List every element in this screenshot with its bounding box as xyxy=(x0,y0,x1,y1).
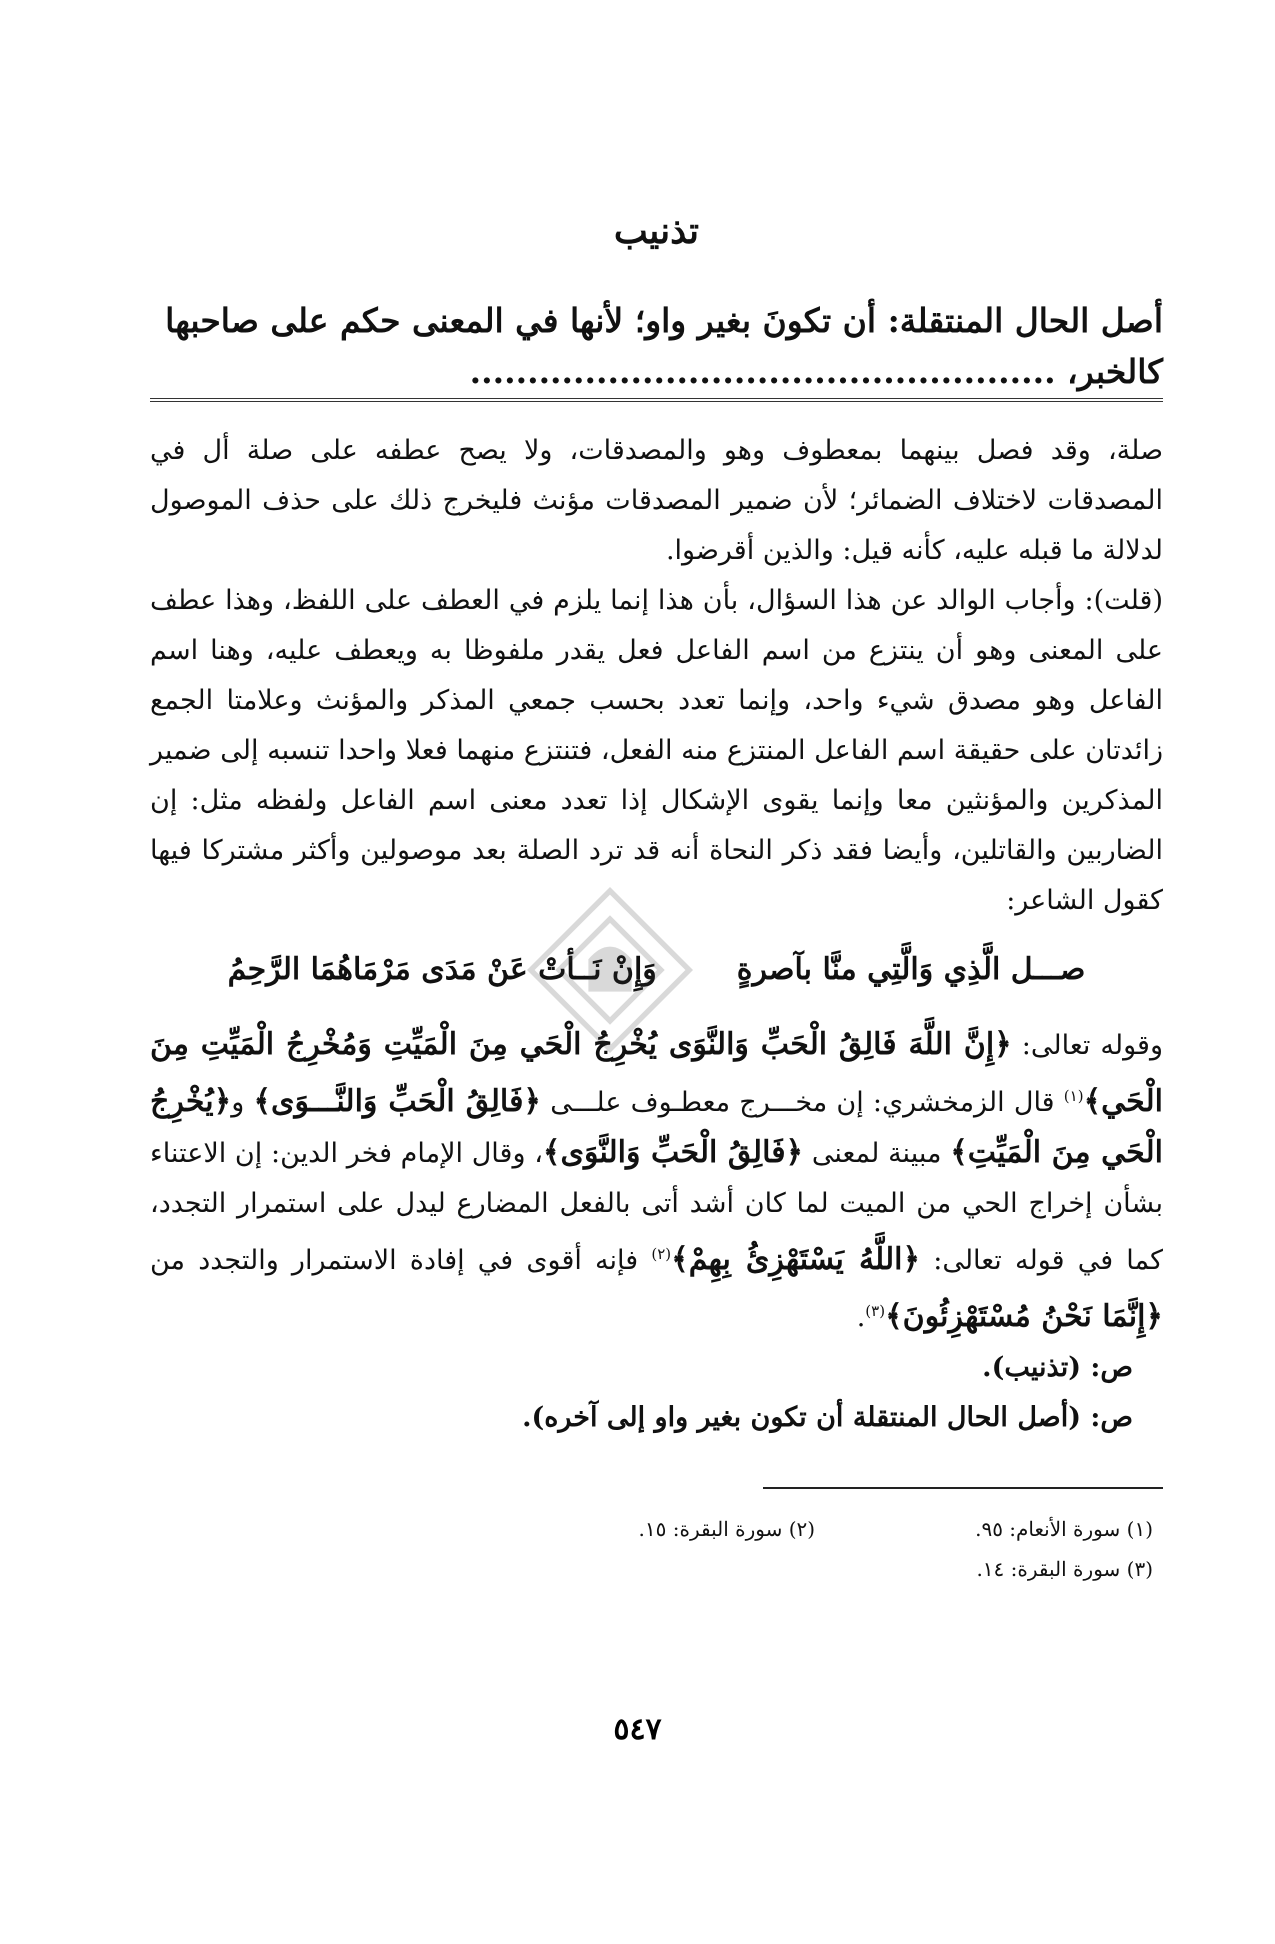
sad-line-1: ص: (تذنيب). xyxy=(982,1352,1133,1383)
quran-quote-6: ﴿إِنَّمَا نَحْنُ مُسْتَهْزِئُونَ﴾ xyxy=(885,1299,1163,1334)
quran-quote-2: ﴿فَالِقُ الْحَبِّ وَالنَّـــوَى﴾ xyxy=(253,1084,541,1119)
commentary-paragraph-3 xyxy=(150,1020,1163,1343)
footnote-row xyxy=(150,1549,1153,1589)
verse-second-hemistich: وَإِنْ نَــأتْ عَنْ مَدَى مَرْمَاهُمَا الرَّحِمُ xyxy=(227,952,657,987)
footnote-ref-2: (٢) xyxy=(651,1245,672,1263)
verse-first-hemistich: صـــل الَّذِي وَالَّتِي منَّا بآصرةٍ xyxy=(736,952,1086,987)
text-segment-2: و xyxy=(231,1087,245,1118)
intro-text: وقوله تعالى: xyxy=(1021,1030,1163,1061)
text-segment-5: فإنه أقوى في إفادة الاستمرار والتجدد من xyxy=(150,1245,639,1276)
footnote-row xyxy=(150,1509,1153,1549)
text-segment-6: . xyxy=(856,1302,866,1333)
quran-quote-1: ﴿إِنَّ اللَّهَ فَالِقُ الْحَبِّ وَالنَّوَى يُخْرِجُ الْحَي مِنَ الْمَيِّتِ وَمُخْرِجُ الْمَيِّتِ مِنَ الْحَي﴾ xyxy=(150,1027,1163,1119)
section-title: تذنيب xyxy=(613,210,700,252)
quran-quote-5: ﴿اللَّهُ يَسْتَهْزِئُ بِهِمْ﴾ xyxy=(671,1242,921,1277)
main-text-line-1: أصل الحال المنتقلة: أن تكونَ بغير واو؛ لأنها في المعنى حكم على صاحبها xyxy=(165,301,1163,340)
footnotes xyxy=(150,1509,1163,1589)
commentary-paragraph-1: صلة، وقد فصل بينهما بمعطوف وهو والمصدقات، ولا يصح عطفه على صلة أل في المصدقات لاختلاف الضمائر؛ لأن ضمير المصدقات مؤنث فليخرج ذلك على حذف الموصول لدلالة ما قبله عليه، كأنه قيل: والذين أقرضوا. xyxy=(150,435,1163,566)
quran-quote-3: ﴿يُخْرِجُ الْحَي مِنَ الْمَيِّتِ﴾ xyxy=(150,1084,1163,1170)
footnote-2: (٢) سورة البقرة: ١٥. xyxy=(638,1517,816,1541)
footnote-3: (٣) سورة البقرة: ١٤. xyxy=(976,1557,1153,1581)
library-seal-watermark xyxy=(520,880,700,1060)
footnote-1: (١) سورة الأنعام: ٩٥. xyxy=(975,1517,1153,1541)
page-number: ٥٤٧ xyxy=(613,1713,662,1746)
footnote-separator xyxy=(763,1487,1163,1489)
commentary-paragraph-2: (قلت): وأجاب الوالد عن هذا السؤال، بأن هذا إنما يلزم في العطف على اللفظ، وهذا عطف على المعنى وهو أن ينتزع من اسم الفاعل فعل يقدر ملفوظا به ويعطف عليه، وهنا اسم الفاعل وهو مصدق شيء واحد، وإنما تعدد بحسب جمعي المذكر والمؤنث وعلامتا الجمع زائدتان على حقيقة اسم الفاعل المنتزع منه الفعل، فتنتزع منهما فعلا واحدا تنسبه إلى ضمير المذكرين والمؤنثين معا وإنما يقوى الإشكال إذا تعدد معنى اسم الفاعل ولفظه مثل: إن الضاربين والقاتلين، وأيضا فقد ذكر النحاة أنه قد ترد الصلة بعد موصولين وأكثر مشتركا فيها كقول الشاعر: xyxy=(150,585,1164,916)
quran-quote-4: ﴿فَالِقُ الْحَبِّ وَالنَّوَى﴾ xyxy=(542,1135,804,1170)
sad-line-2: ص: (أصل الحال المنتقلة أن تكون بغير واو إلى آخره). xyxy=(522,1402,1133,1433)
separator-rule xyxy=(150,398,1163,402)
footnote-ref-3: (٣) xyxy=(865,1302,886,1320)
footnote-ref-1: (١) xyxy=(1063,1087,1084,1105)
text-segment-3: مبينة لمعنى xyxy=(811,1138,942,1169)
text-segment-4: ، وقال الإمام فخر الدين: إن الاعتناء بشأن إخراج الحي من الميت لما كان أشد أتى بالفعل المضارع ليدل على استمرار التجدد، كما في قوله تعالى: xyxy=(150,1138,1163,1276)
main-text-line-2: كالخبر، ................................................... xyxy=(469,352,1163,391)
text-segment-1: قال الزمخشري: إن مخـــرج معطـوف علـــى xyxy=(550,1087,1055,1118)
